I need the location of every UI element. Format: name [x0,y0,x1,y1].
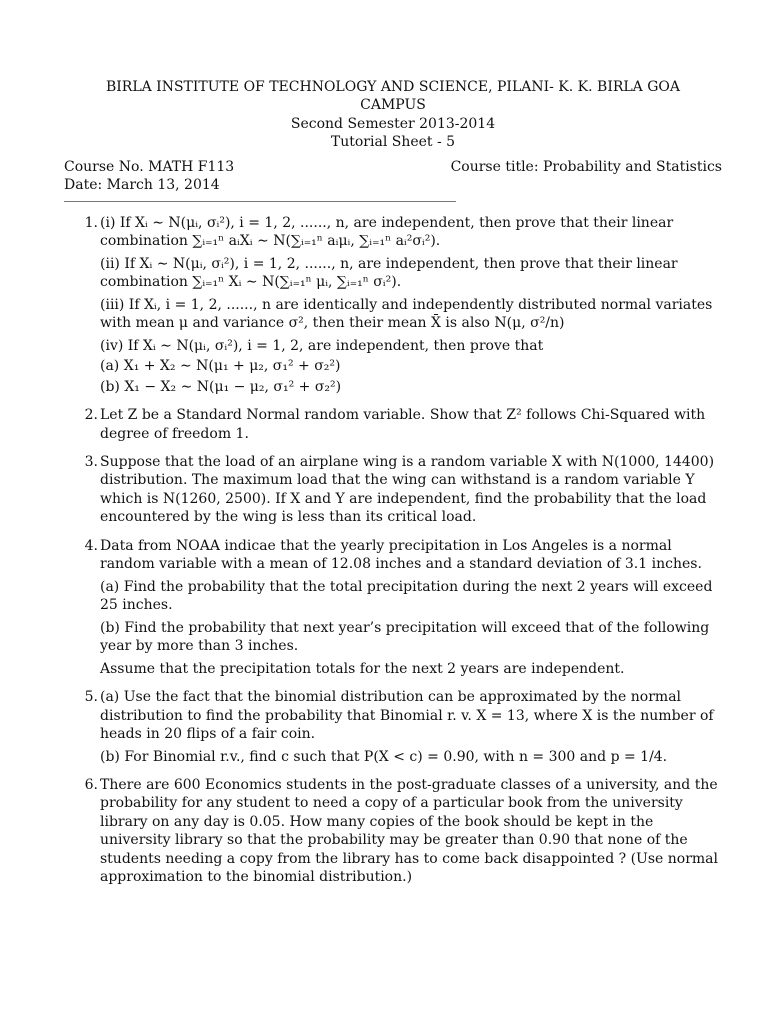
problem-number: 2. [84,407,98,424]
problem-number: 3. [84,453,98,470]
semester-line: Second Semester 2013-2014 [290,115,496,132]
institute-name-line2: CAMPUS [360,97,426,114]
problem-body [100,453,722,529]
course-meta [64,158,722,195]
problem-item [64,537,722,680]
problem-text: (a) Find the probability that the total precipitation during the next 2 years will exceed 25 inches. [100,578,713,614]
problem-item [64,776,722,889]
problem-text: Assume that the precipitation totals for the next 2 years are independent. [100,660,625,677]
course-number: Course No. MATH F113 [64,158,235,175]
course-meta-right [451,158,722,195]
problem-text: (iii) If Xᵢ, i = 1, 2, ......, n are identically and independently distributed normal variates with mean μ and variance σ², then their mean X̄ is also N(μ, σ²/n) [100,296,713,332]
problem-text: (b) Find the probability that next year’s precipitation will exceed that of the following year by more than 3 inches. [100,619,710,655]
problem-text: Suppose that the load of an airplane wing is a random variable X with N(1000, 14400) distribution. The maximum load that the wing can withstand is a random variable Y which is N(1260, 2500). If X and Y are independent, find the probability that the load encountered by the wing is less than its critical load. [100,453,715,526]
problem-text: Data from NOAA indicae that the yearly precipitation in Los Angeles is a normal random variable with a mean of 12.08 inches and a standard deviation of 3.1 inches. [100,537,702,573]
institute-name-line1: BIRLA INSTITUTE OF TECHNOLOGY AND SCIENCE, PILANI- K. K. BIRLA GOA [105,79,681,95]
problem-text: Let Z be a Standard Normal random variable. Show that Z² follows Chi-Squared with degree of freedom 1. [100,407,706,442]
problem-body [100,214,722,398]
problem-number: 1. [84,214,98,231]
document-date: Date: March 13, 2014 [64,177,220,194]
problem-number: 4. [84,537,98,554]
problem-text: (a) X₁ + X₂ ∼ N(μ₁ + μ₂, σ₁² + σ₂²) [100,358,341,375]
problem-number: 6. [84,777,98,793]
problem-text: (b) X₁ − X₂ ∼ N(μ₁ − μ₂, σ₁² + σ₂²) [100,378,342,395]
problem-body [100,688,722,768]
course-meta-left [64,158,234,195]
header-divider [64,201,456,202]
problem-body [100,537,722,680]
problem-text: (ii) If Xᵢ ∼ N(μᵢ, σᵢ²), i = 1, 2, ......, n, are independent, then prove that their linear combination ∑ᵢ₌₁ⁿ Xᵢ ∼ N(∑ᵢ₌₁ⁿ μᵢ, ∑ᵢ₌₁ⁿ σᵢ²). [100,255,678,291]
problem-text: (a) Use the fact that the binomial distribution can be approximated by the normal distribution to find the probability that Binomial r. v. X = 13, where X is the number of heads in 20 flips of a fair coin. [100,689,714,743]
problem-text: There are 600 Economics students in the post-graduate classes of a university, and the probability for any student to need a copy of a particular book from the university library on any day is 0.05. How many copies of the book should be kept in the university library so that the probability may be greater than 0.90 that none of the students needing a copy from the library has to come back disappointed ? (Use normal approximation to the binomial distribution.) [100,777,718,886]
problem-item [64,406,722,445]
problem-body [100,406,722,445]
problem-body [100,776,722,889]
problem-item [64,214,722,398]
problem-text: (b) For Binomial r.v., find c such that P(X < c) = 0.90, with n = 300 and p = 1/4. [100,748,668,765]
document-header [64,78,722,152]
sheet-title: Tutorial Sheet - 5 [330,134,456,151]
problem-text: (i) If Xᵢ ∼ N(μᵢ, σᵢ²), i = 1, 2, ......, n, are independent, then prove that their linear combination ∑ᵢ₌₁ⁿ aᵢXᵢ ∼ N(∑ᵢ₌₁ⁿ aᵢμᵢ, ∑ᵢ₌₁ⁿ aᵢ²σᵢ²). [100,214,674,250]
problem-item [64,688,722,768]
course-title: Course title: Probability and Statistics [450,158,722,175]
problem-list [64,214,722,889]
problem-text: (iv) If Xᵢ ∼ N(μᵢ, σᵢ²), i = 1, 2, are independent, then prove that [100,337,544,354]
problem-number: 5. [84,689,98,706]
problem-item [64,453,722,529]
